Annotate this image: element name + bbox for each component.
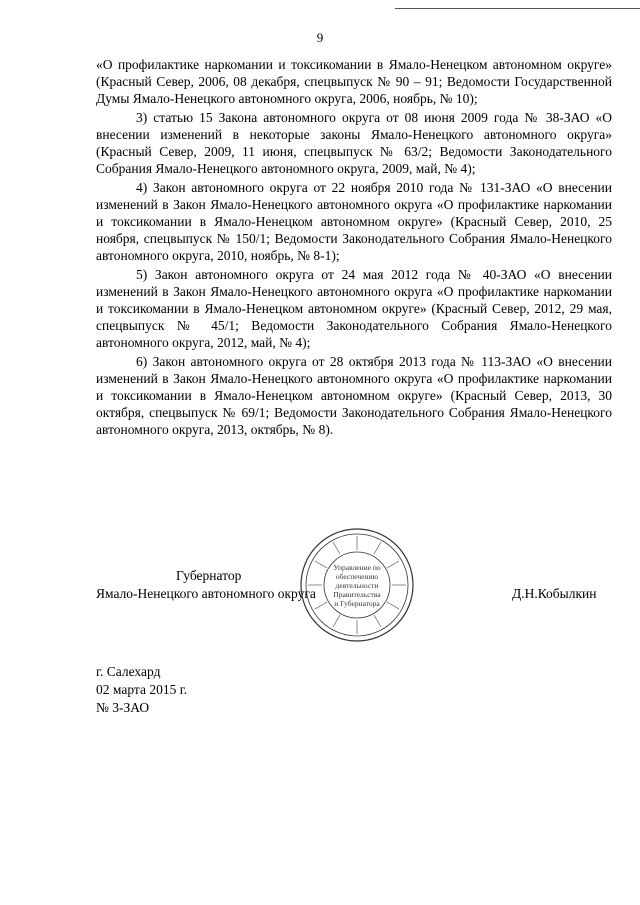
footer-law-number: № 3-ЗАО xyxy=(96,700,150,715)
signatory-name: Д.Н.Кобылкин xyxy=(512,586,597,601)
paragraph-continuation: «О профилактике наркомании и токсикомании в Ямало-Ненецком автономном округе» (Красный Север, 2006, 08 декабря, спецвыпуск № 90 – 91; Ведомости Государственной Думы Ямало-Ненецкого автономного округа, 2006, ноябрь, № 10); xyxy=(96,57,612,106)
paragraph-item-4: 4) Закон автономного округа от 22 ноября 2010 года № 131-ЗАО «О внесении изменений в Закон Ямало-Ненецкого автономного округа «О профилактике наркомании и токсикомании в Ямало-Ненецком автономном округе» (Красный Север, 2010, 25 ноября, спецвыпуск № 150/1; Ведомости Законодательного Собрания Ямало-Ненецкого автономного округа, 2010, ноябрь, № 8-1); xyxy=(96,180,612,263)
seal-text-line-2: обеспечению xyxy=(335,572,379,581)
seal-text-line-4: Правительства xyxy=(333,590,381,599)
seal-text-line-1: Управление по xyxy=(333,563,381,572)
paragraph-item-3: 3) статью 15 Закона автономного округа от 08 июня 2009 года № 38-ЗАО «О внесении изменений в некоторые законы Ямало-Ненецкого автономного округа» (Красный Север, 2009, 11 июня, спецвыпуск № 63/2; Ведомости Законодательного Собрания Ямало-Ненецкого автономного округа, 2009, май, № 4); xyxy=(96,110,612,176)
scan-edge-line xyxy=(395,8,640,9)
signature-title: Губернатор xyxy=(176,568,242,583)
page-number: 9 xyxy=(316,30,324,45)
paragraph-item-5: 5) Закон автономного округа от 24 мая 2012 года № 40-ЗАО «О внесении изменений в Закон Ямало-Ненецкого автономного округа «О профилактике наркомании и токсикомании в Ямало-Ненецком автономном округе» (Красный Север, 2012, 29 мая, спецвыпуск № 45/1; Ведомости Законодательного Собрания Ямало-Ненецкого автономного округа, 2012, май, № 4); xyxy=(96,267,612,350)
seal-text-line-3: деятельности xyxy=(335,581,379,590)
footer-date: 02 марта 2015 г. xyxy=(96,682,188,697)
document-footer xyxy=(96,663,187,717)
seal-text-line-5: и Губернатора xyxy=(334,599,380,608)
signature-title-region: Ямало-Ненецкого автономного округа xyxy=(96,586,316,601)
document-body xyxy=(96,56,612,440)
footer-city: г. Салехард xyxy=(96,664,161,679)
official-seal xyxy=(298,526,416,644)
paragraph-item-6: 6) Закон автономного округа от 28 октября 2013 года № 113-ЗАО «О внесении изменений в Закон Ямало-Ненецкого автономного округа «О профилактике наркомании и токсикомании в Ямало-Ненецком автономном округе» (Красный Север, 2013, 30 октября, спецвыпуск № 69/1; Ведомости Законодательного Собрания Ямало-Ненецкого автономного округа, 2013, октябрь, № 8). xyxy=(96,354,612,437)
